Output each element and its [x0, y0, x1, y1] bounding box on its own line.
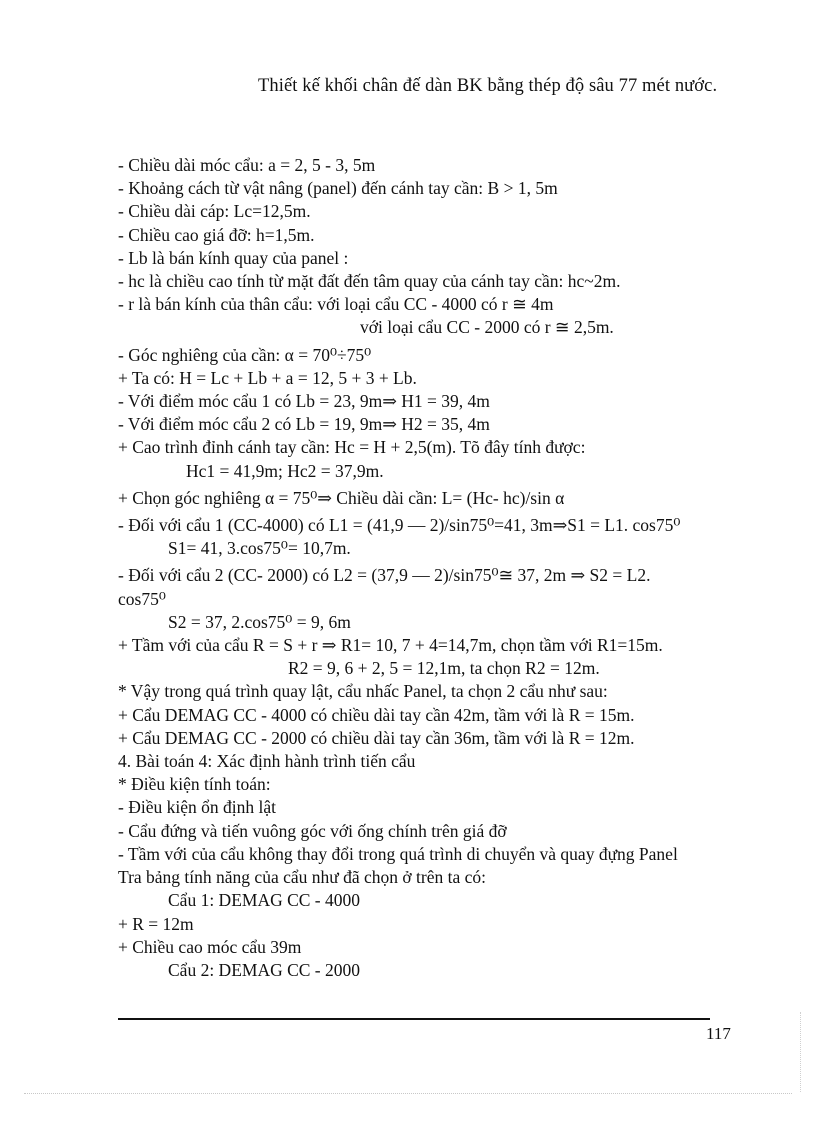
text-line: - Lb là bán kính quay của panel :: [118, 247, 349, 268]
text-line: + R = 12m: [118, 913, 194, 934]
text-line: Hc1 = 41,9m; Hc2 = 37,9m.: [186, 460, 384, 481]
page-number: 117: [706, 1024, 731, 1043]
text-line: S1= 41, 3.cos75⁰= 10,7m.: [168, 538, 351, 559]
text-line: * Vậy trong quá trình quay lật, cẩu nhấc Panel, ta chọn 2 cẩu như sau:: [118, 681, 608, 702]
text-line: - Chiều dài móc cẩu: a = 2, 5 - 3, 5m: [118, 155, 376, 175]
text-line: + Tầm với của cẩu R = S + r ⇒ R1= 10, 7 + 4=14,7m, chọn tầm với R1=15m.: [118, 635, 663, 656]
text-line: - Chiều cao giá đỡ: h=1,5m.: [118, 224, 315, 245]
text-line: - Khoảng cách từ vật nâng (panel) đến cánh tay cần: B > 1, 5m: [118, 178, 558, 199]
text-line: + Cẩu DEMAG CC - 2000 có chiều dài tay cần 36m, tầm với là R = 12m.: [118, 727, 635, 748]
running-header: Thiết kế khối chân đế dàn BK bằng thép độ sâu 77 mét nước.: [258, 76, 718, 96]
text-line: với loại cẩu CC - 2000 có r ≅ 2,5m.: [360, 317, 614, 338]
text-line: - Cẩu đứng và tiến vuông góc với ống chính trên giá đỡ: [118, 820, 507, 841]
page-edge-divider: [24, 1093, 792, 1094]
text-line: - Đối với cẩu 1 (CC-4000) có L1 = (41,9 — 2)/sin75⁰=41, 3m⇒S1 = L1. cos75⁰: [118, 515, 681, 536]
text-line: - Đối với cẩu 2 (CC- 2000) có L2 = (37,9 — 2)/sin75⁰≅ 37, 2m ⇒ S2 = L2.: [118, 565, 651, 586]
footer-rule: [118, 1018, 710, 1020]
text-line: + Cao trình đỉnh cánh tay cần: Hc = H + 2,5(m). Tõ đây tính được:: [118, 437, 586, 458]
page-edge-divider: [800, 1012, 801, 1092]
text-line: Cẩu 1: DEMAG CC - 4000: [168, 890, 361, 911]
text-line: + Cẩu DEMAG CC - 4000 có chiều dài tay cần 42m, tầm với là R = 15m.: [118, 704, 635, 725]
text-line: + Chọn góc nghiêng α = 75⁰⇒ Chiều dài cần: L= (Hc- hc)/sin α: [118, 487, 565, 508]
text-line: 4. Bài toán 4: Xác định hành trình tiến cẩu: [118, 751, 416, 772]
text-line: + Ta có: H = Lc + Lb + a = 12, 5 + 3 + Lb.: [118, 367, 417, 388]
text-line: - hc là chiều cao tính từ mặt đất đến tâm quay của cánh tay cần: hc~2m.: [118, 271, 621, 292]
text-line: S2 = 37, 2.cos75⁰ = 9, 6m: [168, 611, 351, 632]
text-line: - r là bán kính của thân cẩu: với loại cẩu CC - 4000 có r ≅ 4m: [118, 294, 554, 315]
text-line: - Điều kiện ổn định lật: [118, 797, 276, 818]
text-line: - Góc nghiêng của cần: α = 70⁰÷75⁰: [118, 344, 372, 365]
text-line: Tra bảng tính năng của cẩu như đã chọn ở trên ta có:: [118, 867, 486, 888]
text-line: - Với điểm móc cẩu 2 có Lb = 19, 9m⇒ H2 = 35, 4m: [118, 414, 490, 435]
text-line: - Tầm với của cẩu không thay đổi trong quá trình di chuyển và quay đựng Panel: [118, 843, 678, 864]
text-line: cos75⁰: [118, 588, 166, 609]
text-line: - Chiều dài cáp: Lc=12,5m.: [118, 201, 311, 222]
text-line: + Chiều cao móc cẩu 39m: [118, 936, 302, 957]
text-line: Cẩu 2: DEMAG CC - 2000: [168, 959, 361, 980]
body-text: [118, 154, 758, 982]
text-line: * Điều kiện tính toán:: [118, 774, 271, 795]
text-line: R2 = 9, 6 + 2, 5 = 12,1m, ta chọn R2 = 12m.: [288, 658, 600, 679]
text-line: - Với điểm móc cẩu 1 có Lb = 23, 9m⇒ H1 = 39, 4m: [118, 391, 490, 412]
